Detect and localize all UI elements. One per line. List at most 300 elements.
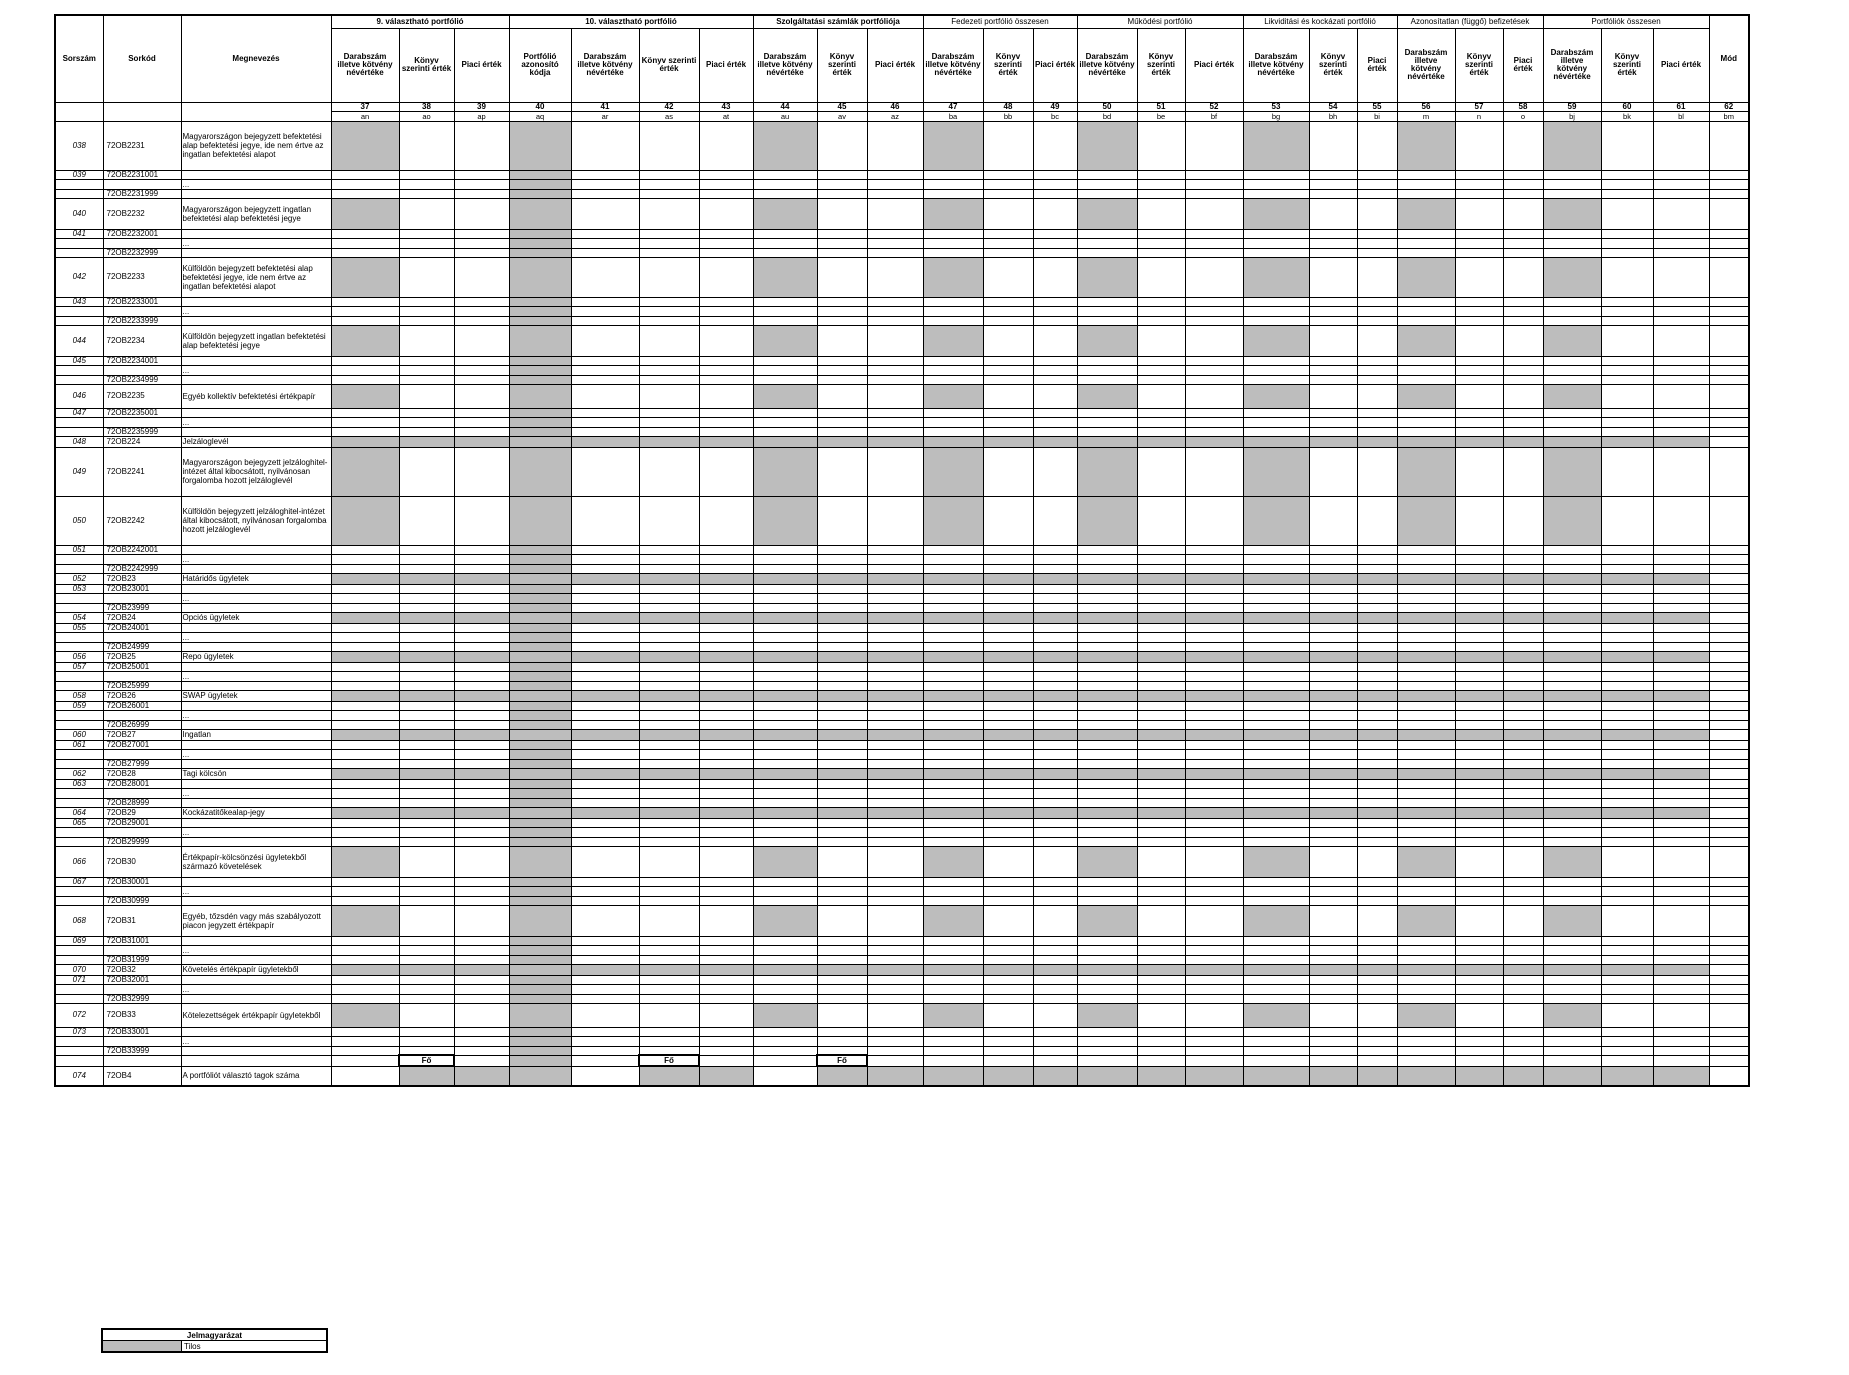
data-cell[interactable]: [1033, 447, 1077, 496]
data-cell[interactable]: [699, 545, 753, 554]
data-cell[interactable]: [1455, 316, 1503, 325]
data-cell[interactable]: [639, 1036, 699, 1046]
data-cell[interactable]: [817, 384, 867, 408]
data-cell[interactable]: [1357, 1003, 1397, 1027]
data-cell[interactable]: [753, 427, 817, 436]
data-cell[interactable]: [571, 198, 639, 229]
data-cell[interactable]: [1455, 759, 1503, 768]
data-cell[interactable]: [753, 198, 817, 229]
data-cell[interactable]: [1397, 798, 1455, 807]
data-cell[interactable]: [1601, 603, 1653, 612]
data-cell[interactable]: [1653, 690, 1709, 701]
data-cell[interactable]: [399, 325, 454, 356]
data-cell[interactable]: [1033, 306, 1077, 316]
data-cell[interactable]: [1455, 710, 1503, 720]
data-cell[interactable]: [1397, 238, 1455, 248]
data-cell[interactable]: [1543, 584, 1601, 593]
data-cell[interactable]: [1357, 170, 1397, 179]
data-cell[interactable]: [1077, 593, 1137, 603]
data-cell[interactable]: [1543, 375, 1601, 384]
data-cell[interactable]: [1709, 1066, 1749, 1086]
data-cell[interactable]: [571, 325, 639, 356]
data-cell[interactable]: [454, 198, 509, 229]
data-cell[interactable]: [331, 189, 399, 198]
data-cell[interactable]: [1243, 229, 1309, 238]
data-cell[interactable]: [867, 759, 923, 768]
data-cell[interactable]: [1653, 729, 1709, 740]
data-cell[interactable]: [867, 408, 923, 417]
data-cell[interactable]: [1397, 545, 1455, 554]
data-cell[interactable]: [1137, 681, 1185, 690]
data-cell[interactable]: [753, 759, 817, 768]
data-cell[interactable]: [1357, 749, 1397, 759]
data-cell[interactable]: [867, 945, 923, 955]
data-cell[interactable]: [1455, 877, 1503, 886]
data-cell[interactable]: [1357, 671, 1397, 681]
data-cell[interactable]: [1033, 248, 1077, 257]
data-cell[interactable]: [331, 798, 399, 807]
data-cell[interactable]: [1077, 740, 1137, 749]
data-cell[interactable]: [639, 436, 699, 447]
data-cell[interactable]: [331, 436, 399, 447]
data-cell[interactable]: [867, 356, 923, 365]
data-cell[interactable]: [1185, 690, 1243, 701]
data-cell[interactable]: [1397, 807, 1455, 818]
data-cell[interactable]: [817, 306, 867, 316]
data-cell[interactable]: [817, 1066, 867, 1086]
data-cell[interactable]: [1503, 356, 1543, 365]
data-cell[interactable]: [1137, 356, 1185, 365]
data-cell[interactable]: [1357, 975, 1397, 984]
data-cell[interactable]: [1033, 1003, 1077, 1027]
data-cell[interactable]: [639, 316, 699, 325]
data-cell[interactable]: [1243, 798, 1309, 807]
data-cell[interactable]: [509, 779, 571, 788]
data-cell[interactable]: [699, 896, 753, 905]
data-cell[interactable]: [699, 564, 753, 573]
data-cell[interactable]: [1397, 229, 1455, 238]
data-cell[interactable]: [1357, 612, 1397, 623]
data-cell[interactable]: [571, 975, 639, 984]
data-cell[interactable]: [1077, 886, 1137, 896]
data-cell[interactable]: [331, 936, 399, 945]
data-cell[interactable]: [1455, 417, 1503, 427]
data-cell[interactable]: [509, 994, 571, 1003]
data-cell[interactable]: [639, 554, 699, 564]
data-cell[interactable]: [399, 729, 454, 740]
data-cell[interactable]: [509, 1036, 571, 1046]
data-cell[interactable]: [1185, 365, 1243, 375]
data-cell[interactable]: [454, 768, 509, 779]
data-cell[interactable]: [1503, 325, 1543, 356]
data-cell[interactable]: [1033, 573, 1077, 584]
data-cell[interactable]: [399, 877, 454, 886]
data-cell[interactable]: [1033, 837, 1077, 846]
data-cell[interactable]: [509, 612, 571, 623]
data-cell[interactable]: [1543, 121, 1601, 170]
data-cell[interactable]: [1357, 447, 1397, 496]
data-cell[interactable]: [571, 877, 639, 886]
data-cell[interactable]: [867, 375, 923, 384]
data-cell[interactable]: [1543, 573, 1601, 584]
data-cell[interactable]: [1077, 564, 1137, 573]
data-cell[interactable]: [923, 827, 983, 837]
data-cell[interactable]: [1357, 408, 1397, 417]
data-cell[interactable]: [1243, 573, 1309, 584]
data-cell[interactable]: [983, 554, 1033, 564]
data-cell[interactable]: [1357, 807, 1397, 818]
data-cell[interactable]: [1653, 257, 1709, 297]
data-cell[interactable]: [1077, 306, 1137, 316]
data-cell[interactable]: [1137, 846, 1185, 877]
data-cell[interactable]: [1357, 603, 1397, 612]
data-cell[interactable]: [1309, 375, 1357, 384]
data-cell[interactable]: [983, 662, 1033, 671]
data-cell[interactable]: [1601, 720, 1653, 729]
data-cell[interactable]: [1653, 837, 1709, 846]
data-cell[interactable]: [923, 584, 983, 593]
data-cell[interactable]: [1601, 408, 1653, 417]
data-cell[interactable]: [1033, 1055, 1077, 1066]
data-cell[interactable]: [571, 642, 639, 651]
data-cell[interactable]: [454, 554, 509, 564]
data-cell[interactable]: [571, 1066, 639, 1086]
data-cell[interactable]: [1309, 818, 1357, 827]
data-cell[interactable]: [331, 945, 399, 955]
data-cell[interactable]: [983, 375, 1033, 384]
data-cell[interactable]: [1077, 837, 1137, 846]
data-cell[interactable]: [1357, 710, 1397, 720]
data-cell[interactable]: [1601, 710, 1653, 720]
data-cell[interactable]: [571, 584, 639, 593]
data-cell[interactable]: [1033, 886, 1077, 896]
data-cell[interactable]: [1137, 827, 1185, 837]
data-cell[interactable]: [1503, 984, 1543, 994]
data-cell[interactable]: [1503, 994, 1543, 1003]
data-cell[interactable]: [699, 603, 753, 612]
data-cell[interactable]: [817, 837, 867, 846]
data-cell[interactable]: [1137, 720, 1185, 729]
data-cell[interactable]: [1243, 690, 1309, 701]
data-cell[interactable]: [1357, 1055, 1397, 1066]
data-cell[interactable]: [331, 545, 399, 554]
data-cell[interactable]: [331, 325, 399, 356]
data-cell[interactable]: [1033, 994, 1077, 1003]
data-cell[interactable]: [1185, 994, 1243, 1003]
data-cell[interactable]: [1455, 248, 1503, 257]
data-cell[interactable]: [1033, 603, 1077, 612]
data-cell[interactable]: [753, 710, 817, 720]
data-cell[interactable]: [1185, 788, 1243, 798]
data-cell[interactable]: [867, 651, 923, 662]
data-cell[interactable]: [817, 603, 867, 612]
data-cell[interactable]: [1137, 593, 1185, 603]
data-cell[interactable]: [509, 356, 571, 365]
data-cell[interactable]: [923, 798, 983, 807]
data-cell[interactable]: [454, 623, 509, 632]
data-cell[interactable]: [923, 671, 983, 681]
data-cell[interactable]: [753, 612, 817, 623]
data-cell[interactable]: [1357, 189, 1397, 198]
data-cell[interactable]: [571, 427, 639, 436]
data-cell[interactable]: [1243, 554, 1309, 564]
data-cell[interactable]: [639, 779, 699, 788]
data-cell[interactable]: [1601, 905, 1653, 936]
data-cell[interactable]: [571, 671, 639, 681]
data-cell[interactable]: [699, 584, 753, 593]
data-cell[interactable]: [817, 955, 867, 964]
data-cell[interactable]: [1455, 788, 1503, 798]
data-cell[interactable]: [1503, 375, 1543, 384]
data-cell[interactable]: [1357, 994, 1397, 1003]
data-cell[interactable]: [983, 496, 1033, 545]
data-cell[interactable]: [817, 554, 867, 564]
data-cell[interactable]: [1185, 710, 1243, 720]
data-cell[interactable]: [1243, 612, 1309, 623]
data-cell[interactable]: [1137, 807, 1185, 818]
data-cell[interactable]: [1033, 375, 1077, 384]
data-cell[interactable]: [1137, 238, 1185, 248]
data-cell[interactable]: [399, 573, 454, 584]
data-cell[interactable]: [399, 837, 454, 846]
data-cell[interactable]: [399, 905, 454, 936]
data-cell[interactable]: [1709, 1055, 1749, 1066]
data-cell[interactable]: [867, 603, 923, 612]
data-cell[interactable]: [753, 662, 817, 671]
data-cell[interactable]: [1077, 905, 1137, 936]
data-cell[interactable]: [1033, 257, 1077, 297]
data-cell[interactable]: [1455, 642, 1503, 651]
data-cell[interactable]: [1243, 651, 1309, 662]
data-cell[interactable]: [454, 994, 509, 1003]
data-cell[interactable]: [1601, 818, 1653, 827]
data-cell[interactable]: [1397, 417, 1455, 427]
data-cell[interactable]: [1185, 189, 1243, 198]
data-cell[interactable]: [1653, 945, 1709, 955]
data-cell[interactable]: [509, 375, 571, 384]
data-cell[interactable]: [753, 248, 817, 257]
data-cell[interactable]: [399, 496, 454, 545]
data-cell[interactable]: [454, 905, 509, 936]
data-cell[interactable]: [454, 740, 509, 749]
data-cell[interactable]: [1397, 121, 1455, 170]
data-cell[interactable]: [571, 603, 639, 612]
data-cell[interactable]: [1033, 436, 1077, 447]
data-cell[interactable]: [1709, 1003, 1749, 1027]
data-cell[interactable]: [1243, 877, 1309, 886]
data-cell[interactable]: [1601, 632, 1653, 642]
data-cell[interactable]: [1137, 170, 1185, 179]
data-cell[interactable]: [699, 238, 753, 248]
data-cell[interactable]: [399, 846, 454, 877]
data-cell[interactable]: [817, 768, 867, 779]
data-cell[interactable]: [1653, 905, 1709, 936]
data-cell[interactable]: [1601, 651, 1653, 662]
data-cell[interactable]: [571, 740, 639, 749]
data-cell[interactable]: [1185, 936, 1243, 945]
data-cell[interactable]: [1503, 447, 1543, 496]
data-cell[interactable]: [1137, 603, 1185, 612]
data-cell[interactable]: [1455, 936, 1503, 945]
data-cell[interactable]: [1397, 837, 1455, 846]
data-cell[interactable]: [331, 365, 399, 375]
data-cell[interactable]: [983, 984, 1033, 994]
data-cell[interactable]: [1033, 384, 1077, 408]
data-cell[interactable]: [509, 651, 571, 662]
data-cell[interactable]: [1185, 603, 1243, 612]
data-cell[interactable]: [1185, 729, 1243, 740]
data-cell[interactable]: [1397, 584, 1455, 593]
data-cell[interactable]: [571, 681, 639, 690]
data-cell[interactable]: [923, 701, 983, 710]
data-cell[interactable]: [1357, 779, 1397, 788]
data-cell[interactable]: [1543, 1027, 1601, 1036]
data-cell[interactable]: [1309, 837, 1357, 846]
data-cell[interactable]: [1653, 807, 1709, 818]
data-cell[interactable]: [639, 1027, 699, 1036]
data-cell[interactable]: [699, 827, 753, 837]
data-cell[interactable]: [1309, 701, 1357, 710]
data-cell[interactable]: [983, 384, 1033, 408]
data-cell[interactable]: [1653, 642, 1709, 651]
data-cell[interactable]: [1243, 170, 1309, 179]
data-cell[interactable]: [1137, 779, 1185, 788]
data-cell[interactable]: [331, 384, 399, 408]
data-cell[interactable]: [867, 729, 923, 740]
data-cell[interactable]: [1137, 375, 1185, 384]
data-cell[interactable]: [1653, 701, 1709, 710]
data-cell[interactable]: [1543, 701, 1601, 710]
data-cell[interactable]: [817, 447, 867, 496]
data-cell[interactable]: [1709, 573, 1749, 584]
data-cell[interactable]: [1543, 1036, 1601, 1046]
data-cell[interactable]: [753, 356, 817, 365]
data-cell[interactable]: [1077, 623, 1137, 632]
data-cell[interactable]: [1243, 936, 1309, 945]
data-cell[interactable]: [399, 681, 454, 690]
data-cell[interactable]: [1357, 198, 1397, 229]
data-cell[interactable]: [983, 837, 1033, 846]
data-cell[interactable]: [1077, 170, 1137, 179]
data-cell[interactable]: [331, 179, 399, 189]
data-cell[interactable]: [1653, 955, 1709, 964]
data-cell[interactable]: [639, 690, 699, 701]
data-cell[interactable]: [509, 238, 571, 248]
data-cell[interactable]: [1243, 356, 1309, 365]
data-cell[interactable]: [1185, 356, 1243, 365]
data-cell[interactable]: [753, 964, 817, 975]
data-cell[interactable]: [509, 759, 571, 768]
data-cell[interactable]: [1543, 257, 1601, 297]
data-cell[interactable]: [817, 729, 867, 740]
data-cell[interactable]: [1033, 121, 1077, 170]
data-cell[interactable]: [1397, 297, 1455, 306]
data-cell[interactable]: [1455, 1036, 1503, 1046]
data-cell[interactable]: [1137, 365, 1185, 375]
data-cell[interactable]: [1709, 779, 1749, 788]
data-cell[interactable]: [983, 788, 1033, 798]
data-cell[interactable]: [1601, 846, 1653, 877]
data-cell[interactable]: [1653, 306, 1709, 316]
data-cell[interactable]: [1077, 248, 1137, 257]
data-cell[interactable]: [639, 375, 699, 384]
data-cell[interactable]: [454, 798, 509, 807]
data-cell[interactable]: [571, 846, 639, 877]
data-cell[interactable]: [1601, 238, 1653, 248]
data-cell[interactable]: [454, 945, 509, 955]
data-cell[interactable]: [509, 408, 571, 417]
data-cell[interactable]: [1709, 877, 1749, 886]
data-cell[interactable]: [1397, 662, 1455, 671]
data-cell[interactable]: [1309, 356, 1357, 365]
data-cell[interactable]: [331, 121, 399, 170]
data-cell[interactable]: [454, 170, 509, 179]
data-cell[interactable]: [817, 984, 867, 994]
data-cell[interactable]: [923, 642, 983, 651]
data-cell[interactable]: [753, 408, 817, 417]
data-cell[interactable]: [1137, 749, 1185, 759]
data-cell[interactable]: [923, 837, 983, 846]
data-cell[interactable]: [1543, 877, 1601, 886]
data-cell[interactable]: [509, 955, 571, 964]
data-cell[interactable]: [1137, 632, 1185, 642]
data-cell[interactable]: [1243, 603, 1309, 612]
data-cell[interactable]: [1077, 690, 1137, 701]
data-cell[interactable]: [1185, 759, 1243, 768]
data-cell[interactable]: [983, 1003, 1033, 1027]
data-cell[interactable]: [867, 496, 923, 545]
data-cell[interactable]: [699, 671, 753, 681]
data-cell[interactable]: [1033, 788, 1077, 798]
data-cell[interactable]: [1243, 1055, 1309, 1066]
data-cell[interactable]: [753, 779, 817, 788]
data-cell[interactable]: [753, 436, 817, 447]
data-cell[interactable]: [817, 701, 867, 710]
data-cell[interactable]: [983, 306, 1033, 316]
data-cell[interactable]: [923, 1046, 983, 1055]
data-cell[interactable]: [1601, 229, 1653, 238]
data-cell[interactable]: [1503, 1055, 1543, 1066]
data-cell[interactable]: [1503, 229, 1543, 238]
data-cell[interactable]: [1653, 545, 1709, 554]
data-cell[interactable]: [1243, 788, 1309, 798]
data-cell[interactable]: [639, 759, 699, 768]
data-cell[interactable]: [1357, 768, 1397, 779]
data-cell[interactable]: [509, 593, 571, 603]
data-cell[interactable]: [983, 798, 1033, 807]
data-cell[interactable]: [923, 248, 983, 257]
data-cell[interactable]: [753, 886, 817, 896]
data-cell[interactable]: [454, 584, 509, 593]
data-cell[interactable]: [1077, 749, 1137, 759]
data-cell[interactable]: [639, 198, 699, 229]
data-cell[interactable]: [571, 807, 639, 818]
data-cell[interactable]: [923, 593, 983, 603]
data-cell[interactable]: [1503, 701, 1543, 710]
data-cell[interactable]: [1503, 837, 1543, 846]
data-cell[interactable]: [639, 896, 699, 905]
data-cell[interactable]: [1033, 671, 1077, 681]
data-cell[interactable]: [1033, 238, 1077, 248]
data-cell[interactable]: [1077, 846, 1137, 877]
data-cell[interactable]: [1243, 179, 1309, 189]
data-cell[interactable]: [331, 257, 399, 297]
data-cell[interactable]: [639, 179, 699, 189]
data-cell[interactable]: [1503, 623, 1543, 632]
data-cell[interactable]: [639, 365, 699, 375]
data-cell[interactable]: [817, 189, 867, 198]
data-cell[interactable]: [1357, 257, 1397, 297]
